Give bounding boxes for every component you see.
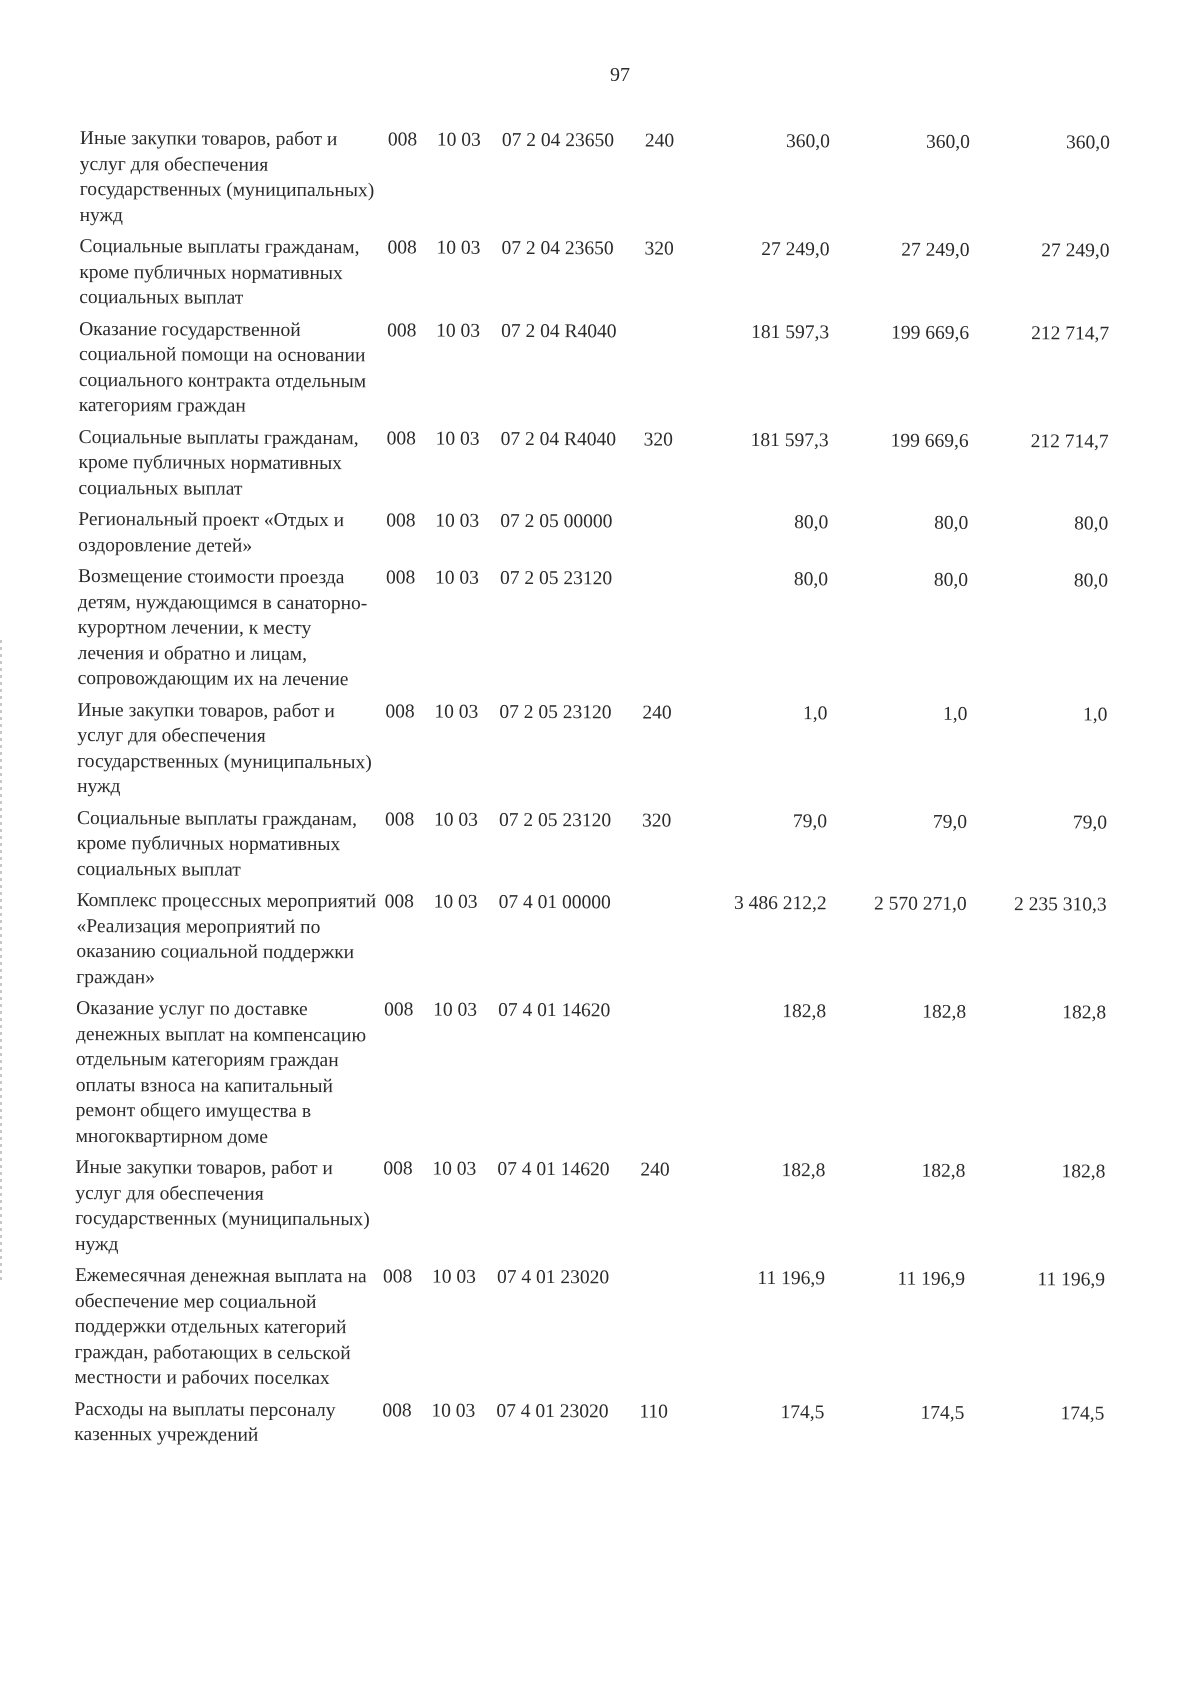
target-article-code: 07 2 05 23120: [499, 701, 612, 723]
amount-year-1: 1,0: [803, 702, 828, 724]
expense-type-code: 320: [643, 428, 673, 451]
table-row: [75, 1155, 1155, 1262]
table-row: [76, 888, 1156, 995]
scan-edge-artifact: [0, 640, 2, 1280]
expense-name: Социальные выплаты гражданам, кроме публичных нормативных социальных выплат: [78, 426, 359, 500]
target-article-code: 07 2 04 R4040: [500, 428, 617, 450]
amount-year-3: 182,8: [1062, 1002, 1107, 1024]
section-code: 10 03: [435, 510, 480, 532]
amount-year-2: 80,0: [934, 512, 969, 534]
amount-year-3: 212 714,7: [1031, 322, 1110, 344]
amount-year-3: 27 249,0: [1041, 240, 1110, 262]
ministry-code: 008: [385, 700, 415, 722]
table-row: [79, 234, 1159, 315]
section-code: 10 03: [436, 237, 481, 259]
ministry-code: 008: [385, 567, 416, 589]
target-article-code: 07 4 01 23020: [496, 1266, 610, 1289]
page-number: 97: [610, 64, 630, 86]
amount-year-2: 182,8: [921, 1160, 966, 1182]
amount-year-3: 79,0: [1072, 811, 1108, 833]
section-code: 10 03: [433, 999, 478, 1021]
expense-type-code: [643, 509, 698, 560]
amount-year-1: 11 196,9: [757, 1267, 826, 1290]
amount-year-2: 174,5: [920, 1402, 965, 1424]
amount-year-3: 80,0: [1073, 570, 1109, 592]
table-row: [78, 564, 1159, 696]
amount-year-3: 174,5: [1060, 1402, 1105, 1424]
ministry-code: 008: [386, 427, 416, 449]
target-article-code: 07 4 01 23020: [496, 1400, 609, 1422]
expense-type-code: [641, 998, 697, 1151]
amount-year-3: 80,0: [1074, 513, 1109, 535]
ministry-code: 008: [382, 1266, 413, 1288]
expense-name: Иные закупки товаров, работ и услуг для обеспечения государственных (муниципальных) нужд: [79, 127, 375, 226]
target-article-code: 07 2 05 23120: [498, 809, 612, 831]
amount-year-1: 27 249,0: [761, 238, 830, 261]
section-code: 10 03: [434, 567, 479, 589]
expense-name: Иные закупки товаров, работ и услуг для обеспечения государственных (муниципальных) нужд: [77, 699, 372, 798]
section-code: 10 03: [433, 891, 478, 913]
amount-year-3: 11 196,9: [1037, 1269, 1106, 1291]
amount-year-3: 1,0: [1083, 703, 1108, 725]
amount-year-2: 11 196,9: [897, 1268, 966, 1290]
expense-name: Ежемесячная денежная выплата на обеспечение мер социальной поддержки отдельных категорий граждан, работающих в сельской местности и рабочих поселках: [74, 1264, 367, 1390]
amount-year-3: 360,0: [1066, 132, 1110, 154]
section-code: 10 03: [436, 320, 481, 342]
expense-name: Социальные выплаты гражданам, кроме публичных нормативных социальных выплат: [79, 235, 360, 309]
expense-name: Возмещение стоимости проезда детям, нуждающимся в санаторно-курортном лечении, к месту лечения и обратно и лицам, сопровождающим их на лечение: [77, 565, 368, 691]
table-row: [77, 697, 1157, 804]
expense-type-code: 110: [639, 1400, 668, 1423]
amount-year-2: 360,0: [926, 131, 970, 153]
target-article-code: 07 4 01 00000: [498, 891, 611, 914]
amount-year-3: 182,8: [1061, 1161, 1106, 1183]
expense-name: Комплекс процессных мероприятий «Реализация мероприятий по оказанию социальной поддержки граждан»: [76, 889, 377, 988]
target-article-code: 07 4 01 14620: [498, 999, 611, 1022]
expense-type-code: 240: [644, 130, 675, 152]
expense-name: Оказание услуг по доставке денежных выплат на компенсацию отдельным категориям граждан оплаты взноса на капитальный ремонт общего имущества в многоквартирном доме: [75, 997, 367, 1148]
amount-year-2: 1,0: [943, 703, 968, 725]
amount-year-3: 2 235 310,3: [1013, 894, 1107, 916]
ministry-code: 008: [387, 319, 417, 341]
table-row: [78, 424, 1158, 505]
amount-year-2: 2 570 271,0: [873, 893, 967, 915]
ministry-code: 008: [387, 237, 417, 259]
ministry-code: 008: [384, 808, 415, 830]
expense-type-code: [643, 566, 699, 694]
budget-table: [74, 126, 1160, 1458]
amount-year-2: 199 669,6: [890, 430, 969, 452]
section-code: 10 03: [433, 809, 478, 831]
table-row: [76, 996, 1157, 1154]
expense-type-code: 240: [640, 1159, 670, 1181]
expense-name: Иные закупки товаров, работ и услуг для обеспечения государственных (муниципальных) нужд: [75, 1156, 370, 1255]
target-article-code: 07 2 04 23650: [501, 237, 614, 260]
amount-year-1: 181 597,3: [750, 429, 829, 451]
ministry-code: 008: [386, 510, 416, 532]
expense-name: Оказание государственной социальной помощи на основании социального контракта отдельным категориям граждан: [78, 318, 367, 417]
section-code: 10 03: [432, 1158, 477, 1180]
expense-name: Социальные выплаты гражданам, кроме публичных нормативных социальных выплат: [76, 807, 358, 881]
table-row: [80, 126, 1160, 233]
amount-year-1: 80,0: [793, 569, 829, 591]
table-row: [79, 316, 1159, 423]
amount-year-1: 3 486 212,2: [733, 892, 827, 915]
amount-year-1: 182,8: [781, 1160, 826, 1182]
section-code: 10 03: [436, 129, 481, 151]
expense-type-code: 320: [641, 809, 672, 832]
target-article-code: 07 2 04 R4040: [501, 320, 617, 342]
expense-type-code: [639, 1265, 695, 1393]
table-row: [77, 805, 1157, 886]
amount-year-1: 174,5: [780, 1401, 825, 1423]
ministry-code: 008: [384, 891, 414, 913]
section-code: 10 03: [431, 1266, 476, 1288]
table-row: [78, 507, 1158, 563]
expense-type-code: [641, 890, 696, 992]
table-row: [74, 1396, 1154, 1452]
ministry-code: 008: [387, 129, 418, 151]
table-row: [74, 1263, 1155, 1395]
section-code: 10 03: [431, 1400, 476, 1422]
expense-type-code: 320: [644, 238, 674, 260]
amount-year-1: 360,0: [786, 131, 830, 153]
expense-name: Расходы на выплаты персоналу казенных учреждений: [74, 1398, 336, 1446]
target-article-code: 07 2 05 00000: [500, 510, 613, 533]
target-article-code: 07 4 01 14620: [497, 1158, 610, 1181]
section-code: 10 03: [435, 428, 480, 450]
ministry-code: 008: [383, 1158, 413, 1180]
amount-year-3: 212 714,7: [1030, 430, 1109, 452]
expense-name: Региональный проект «Отдых и оздоровление детей»: [78, 508, 345, 557]
amount-year-2: 27 249,0: [901, 239, 970, 261]
amount-year-2: 199 669,6: [891, 322, 970, 344]
amount-year-1: 182,8: [782, 1001, 827, 1023]
expense-type-code: 240: [642, 701, 672, 724]
amount-year-1: 181 597,3: [751, 321, 830, 343]
target-article-code: 07 2 05 23120: [499, 567, 613, 590]
amount-year-2: 182,8: [922, 1001, 967, 1023]
amount-year-2: 79,0: [932, 811, 968, 833]
target-article-code: 07 2 04 23650: [501, 129, 615, 152]
amount-year-1: 80,0: [794, 512, 829, 534]
amount-year-1: 79,0: [792, 810, 828, 832]
amount-year-2: 80,0: [933, 569, 969, 591]
ministry-code: 008: [382, 1399, 412, 1421]
section-code: 10 03: [434, 701, 479, 723]
expense-type-code: [644, 319, 699, 421]
ministry-code: 008: [384, 999, 414, 1021]
